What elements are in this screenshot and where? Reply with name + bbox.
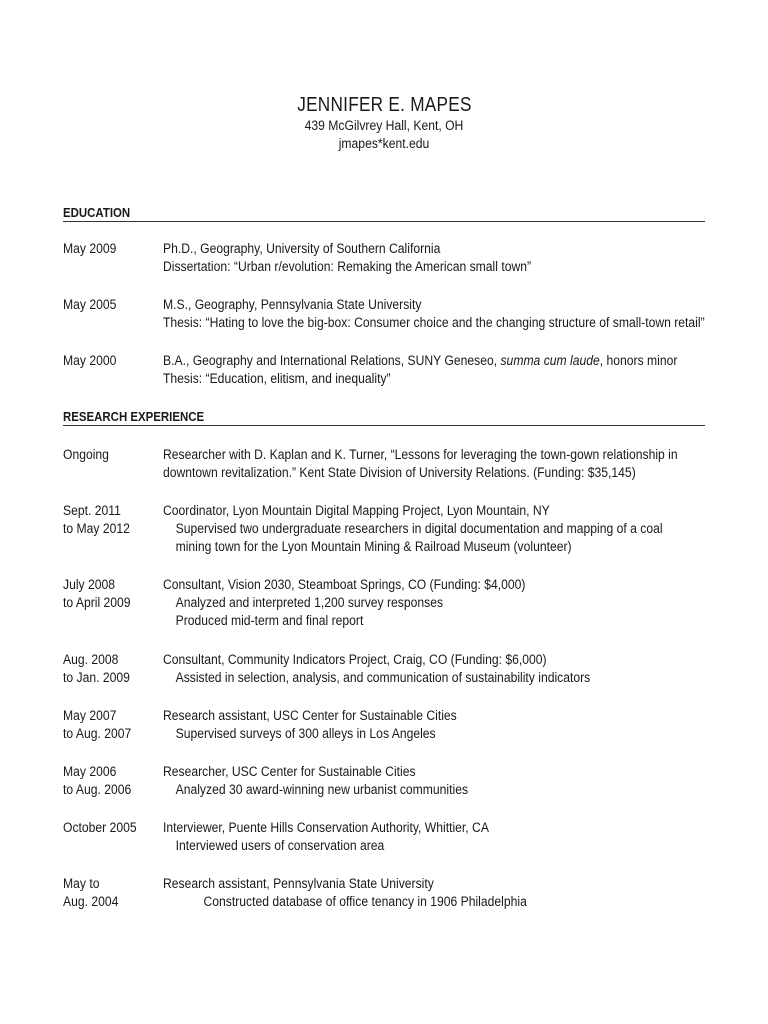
dissertation-line: Dissertation: “Urban r/evolution: Remaking the American small town” bbox=[163, 259, 532, 274]
detail-line: mining town for the Lyon Mountain Mining & Railroad Museum (volunteer) bbox=[175, 539, 572, 554]
entry-date bbox=[63, 502, 149, 538]
entry-body bbox=[163, 576, 667, 630]
date-start: July 2008 bbox=[63, 577, 116, 592]
date-end: to Aug. 2006 bbox=[63, 782, 132, 797]
degree-text: B.A., Geography and International Relations, SUNY Geneseo, bbox=[163, 353, 501, 368]
role-line: Consultant, Community Indicators Project, Craig, CO (Funding: $6,000) bbox=[163, 652, 547, 667]
person-name: JENNIFER E. MAPES bbox=[296, 94, 472, 116]
degree-line: Ph.D., Geography, University of Southern California bbox=[163, 241, 441, 256]
entry-date: May 2005 bbox=[63, 297, 117, 312]
detail-line: downtown revitalization.” Kent State Division of University Relations. (Funding: $35,145) bbox=[163, 465, 636, 480]
role-line: Research assistant, USC Center for Sustainable Cities bbox=[163, 708, 457, 723]
entry-body bbox=[163, 819, 667, 855]
role-line: Research assistant, Pennsylvania State University bbox=[163, 876, 434, 891]
role-line: Interviewer, Puente Hills Conservation Authority, Whittier, CA bbox=[163, 820, 489, 835]
role-line: Researcher, USC Center for Sustainable Cities bbox=[163, 764, 416, 779]
entry-body bbox=[163, 296, 705, 332]
education-heading: EDUCATION bbox=[63, 205, 705, 222]
date-start: October 2005 bbox=[63, 820, 137, 835]
date-start: May 2006 bbox=[63, 764, 117, 779]
cv-header bbox=[0, 94, 768, 153]
degree-line: M.S., Geography, Pennsylvania State University bbox=[163, 297, 422, 312]
date-start: May to bbox=[63, 876, 100, 891]
entry-body bbox=[163, 707, 667, 743]
email: jmapes*kent.edu bbox=[338, 136, 430, 151]
entry-date bbox=[63, 446, 149, 464]
date-end: to Aug. 2007 bbox=[63, 726, 132, 741]
entry-date bbox=[63, 875, 149, 911]
entry-body bbox=[163, 446, 678, 482]
date-start: Aug. 2008 bbox=[63, 652, 119, 667]
entry-body bbox=[163, 502, 667, 556]
date-end: to April 2009 bbox=[63, 595, 131, 610]
date-end: to Jan. 2009 bbox=[63, 670, 130, 685]
detail-line: Analyzed and interpreted 1,200 survey responses bbox=[175, 595, 444, 610]
role-line: Consultant, Vision 2030, Steamboat Springs, CO (Funding: $4,000) bbox=[163, 577, 526, 592]
thesis-line: Thesis: “Hating to love the big-box: Consumer choice and the changing structure of small-town retail” bbox=[163, 315, 705, 330]
entry-date bbox=[63, 707, 149, 743]
detail-line: Supervised surveys of 300 alleys in Los Angeles bbox=[175, 726, 436, 741]
entry-body bbox=[163, 763, 667, 799]
entry-body bbox=[163, 651, 667, 687]
detail-line: Produced mid-term and final report bbox=[175, 613, 364, 628]
date-start: Sept. 2011 bbox=[63, 503, 121, 518]
role-line: Researcher with D. Kaplan and K. Turner, “Lessons for leveraging the town-gown relationship in bbox=[163, 447, 678, 462]
detail-line: Interviewed users of conservation area bbox=[175, 838, 385, 853]
entry-body bbox=[163, 875, 667, 911]
address: 439 McGilvrey Hall, Kent, OH bbox=[304, 118, 464, 133]
entry-date bbox=[63, 819, 149, 837]
role-line: Coordinator, Lyon Mountain Digital Mapping Project, Lyon Mountain, NY bbox=[163, 503, 550, 518]
detail-line: Assisted in selection, analysis, and communication of sustainability indicators bbox=[175, 670, 591, 685]
detail-line: Supervised two undergraduate researchers in digital documentation and mapping of a coal bbox=[175, 521, 663, 536]
entry-date bbox=[63, 763, 149, 799]
entry-body bbox=[163, 240, 667, 276]
entry-body bbox=[163, 352, 678, 388]
research-heading: RESEARCH EXPERIENCE bbox=[63, 409, 705, 426]
honors-latin: summa cum laude bbox=[500, 353, 600, 368]
entry-date bbox=[63, 651, 149, 687]
entry-date bbox=[63, 576, 149, 612]
entry-date: May 2000 bbox=[63, 353, 117, 368]
date-end: Aug. 2004 bbox=[63, 894, 119, 909]
detail-line: Constructed database of office tenancy in 1906 Philadelphia bbox=[203, 894, 527, 909]
degree-line bbox=[163, 352, 678, 370]
date-start: Ongoing bbox=[63, 447, 109, 462]
degree-text-end: , honors minor bbox=[599, 353, 678, 368]
date-start: May 2007 bbox=[63, 708, 117, 723]
date-end: to May 2012 bbox=[63, 521, 130, 536]
entry-date: May 2009 bbox=[63, 241, 117, 256]
thesis-line: Thesis: “Education, elitism, and inequality” bbox=[163, 371, 391, 386]
detail-line: Analyzed 30 award-winning new urbanist communities bbox=[175, 782, 469, 797]
